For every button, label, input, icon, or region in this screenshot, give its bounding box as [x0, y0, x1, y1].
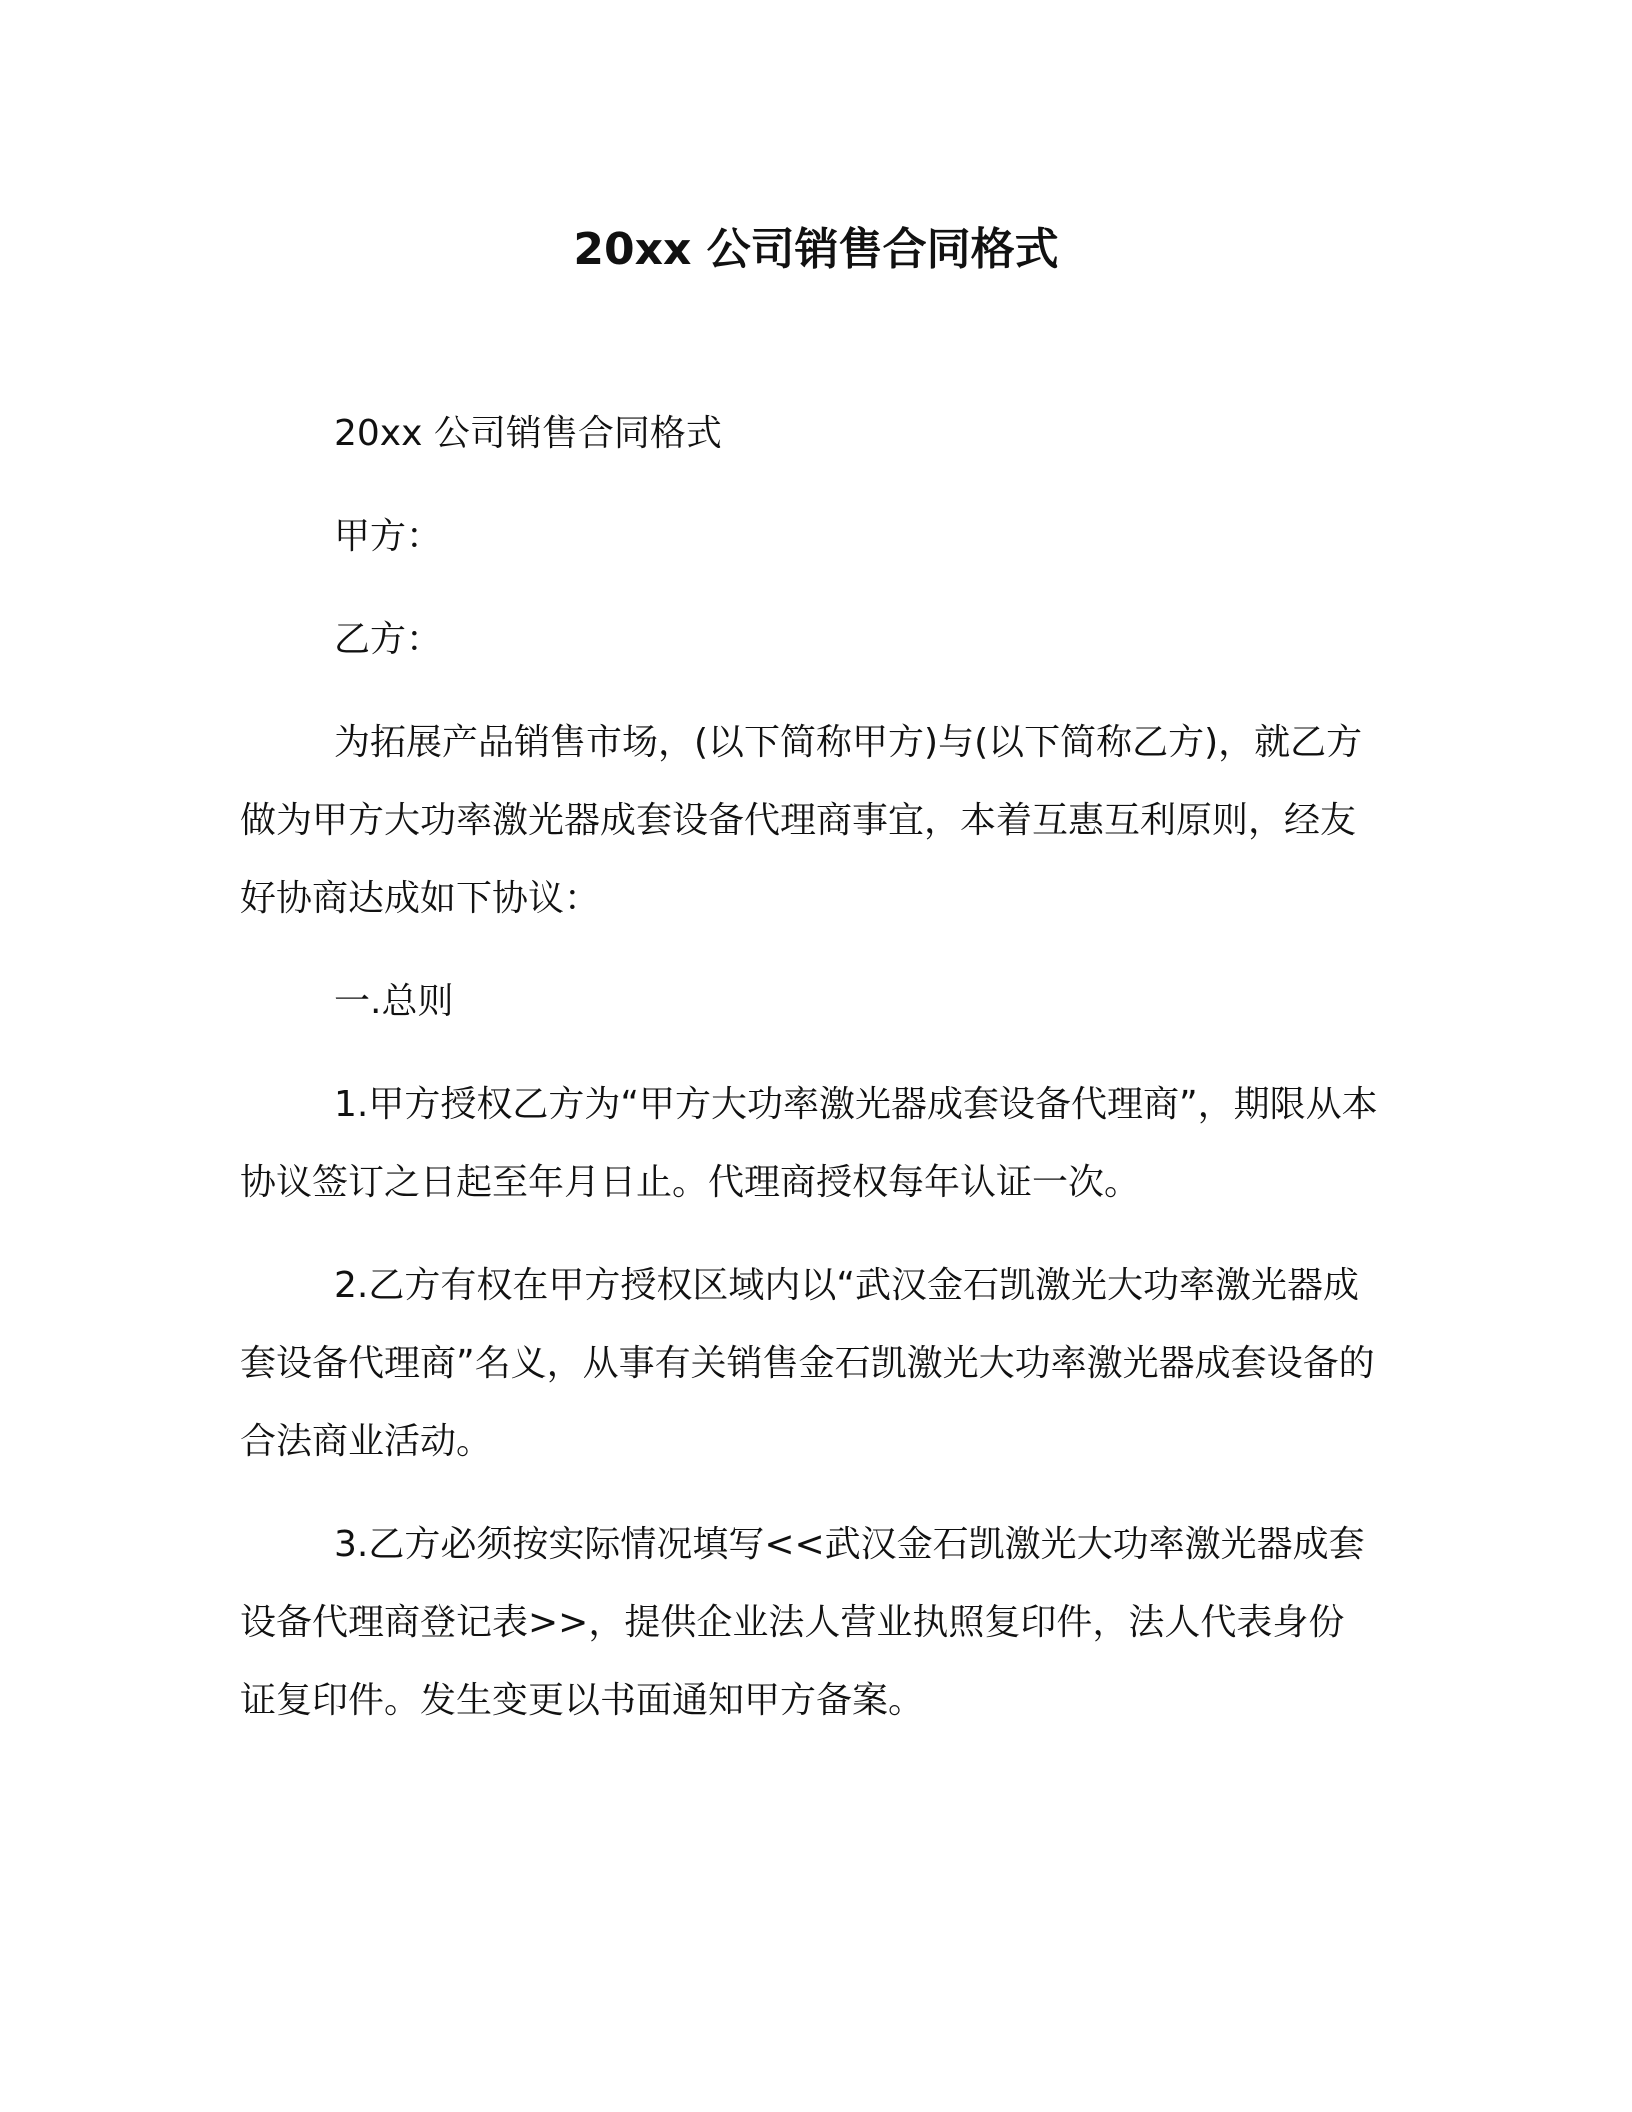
paragraph-party-a: 甲方：: [334, 516, 443, 557]
document-body: [240, 395, 1380, 1765]
clause-2: 2.乙方有权在甲方授权区域内以“武汉金石凯激光大功率激光器成套设备代理商”名义，从事有关销售金石凯激光大功率激光器成套设备的合法商业活动。: [240, 1265, 1375, 1462]
section-heading-general: 一.总则: [334, 981, 454, 1022]
paragraph-party-b: 乙方：: [334, 619, 443, 660]
paragraph-subtitle: 20xx 公司销售合同格式: [334, 413, 722, 454]
clause-3: 3.乙方必须按实际情况填写<<武汉金石凯激光大功率激光器成套设备代理商登记表>>，提供企业法人营业执照复印件，法人代表身份证复印件。发生变更以书面通知甲方备案。: [240, 1524, 1365, 1721]
document-title: 20xx 公司销售合同格式: [573, 224, 1059, 275]
paragraph-preamble: 为拓展产品销售市场，(以下简称甲方)与(以下简称乙方)，就乙方做为甲方大功率激光器成套设备代理商事宜，本着互惠互利原则，经友好协商达成如下协议：: [240, 722, 1363, 919]
clause-1: 1.甲方授权乙方为“甲方大功率激光器成套设备代理商”，期限从本协议签订之日起至年月日止。代理商授权每年认证一次。: [240, 1084, 1378, 1203]
